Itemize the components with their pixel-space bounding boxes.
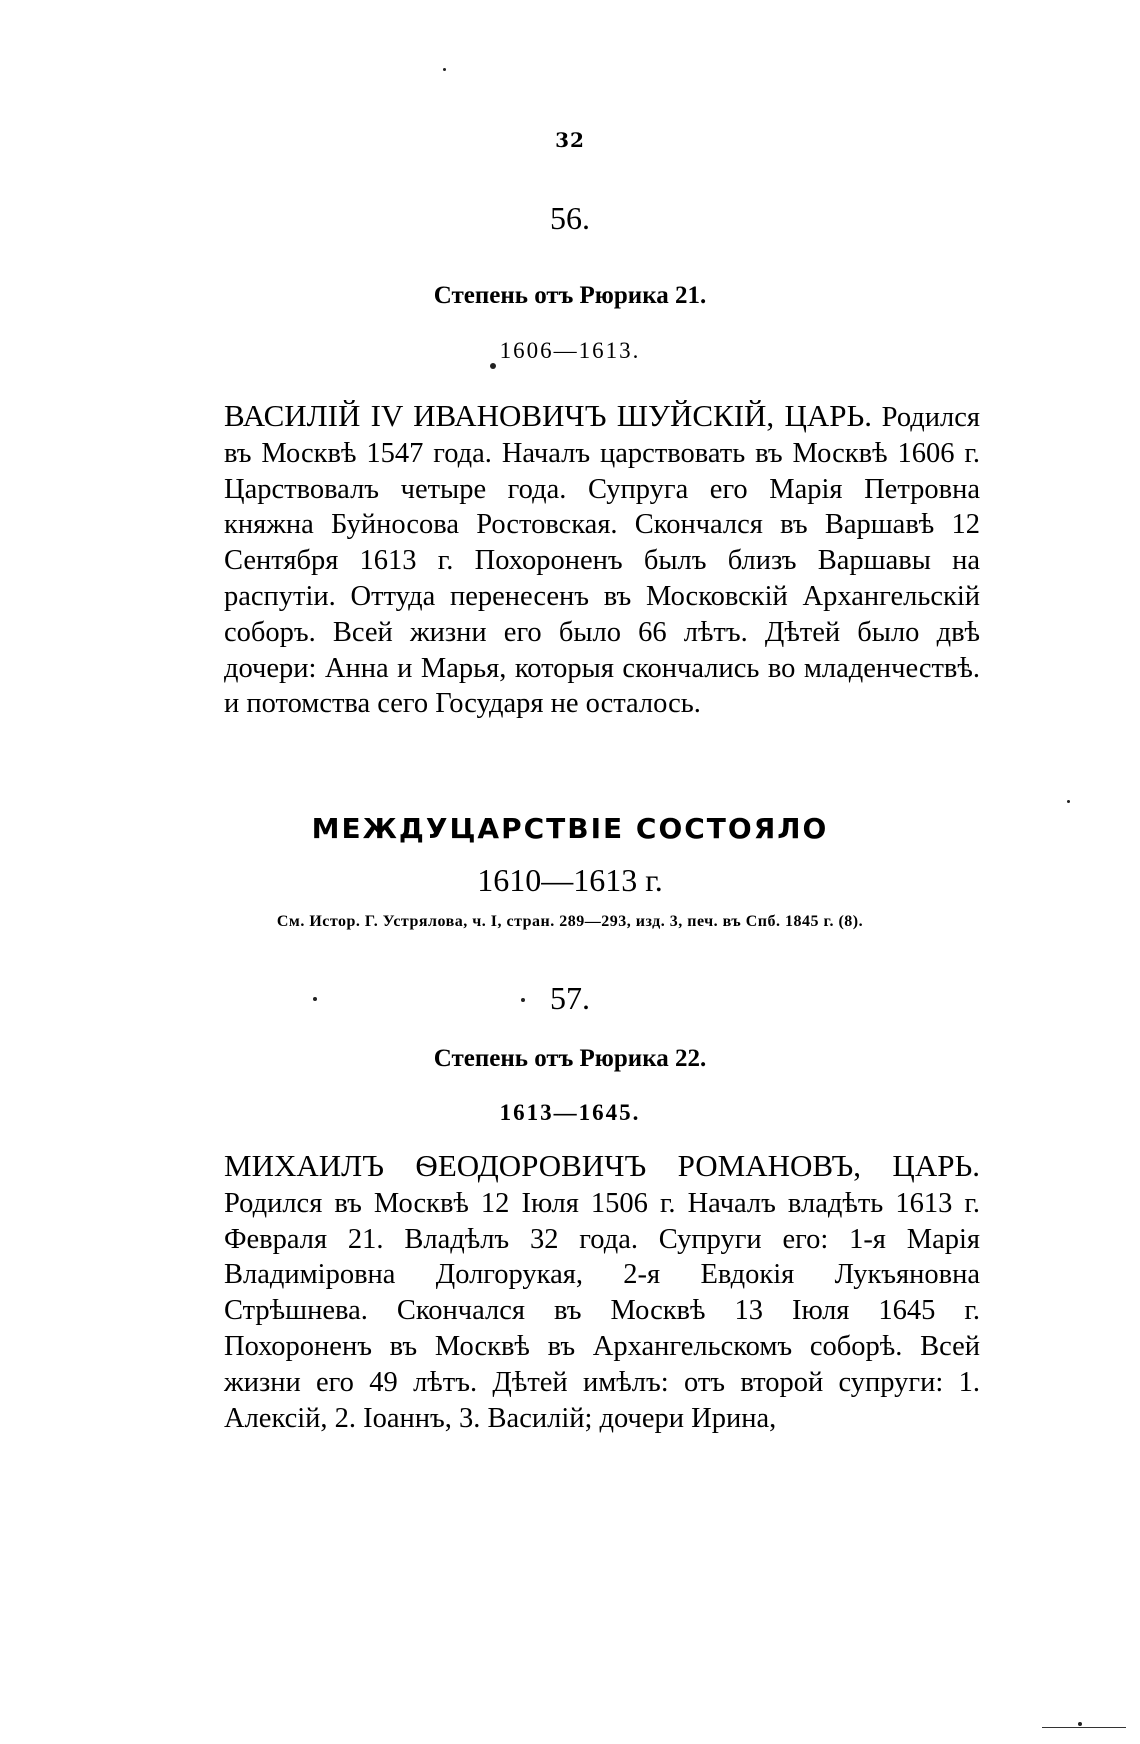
scan-speck <box>313 997 317 1001</box>
interregnum-years: 1610—1613 г. <box>477 862 663 898</box>
scan-speck <box>1078 1722 1082 1726</box>
biography-text: Родился въ Москвѣ 1547 года. Началъ царствовать въ Москвѣ 1606 г. Царствовалъ четыре года. Супруга его Марія Петровна княжна Буйносова Ростовская. Скончался въ Варшавѣ 12 Сентября 1613 г. Похороненъ былъ близъ Варшавы на распутіи. Оттуда перенесенъ въ Московскій Архангельскій соборъ. Всей жизни его было 66 лѣтъ. Дѣтей было двѣ дочери: Анна и Марья, которыя скончались во младенчествѣ. и потомства сего Государя не осталось. <box>224 402 980 720</box>
biography-paragraph <box>224 1148 980 1436</box>
ruler-name: МИХАИЛЪ ѲЕОДОРОВИЧЪ РОМАНОВЪ, ЦАРЬ. <box>224 1148 980 1183</box>
scan-speck <box>1067 800 1070 803</box>
biography-text: Родился въ Москвѣ 12 Іюля 1506 г. Началъ владѣть 1613 г. Февраля 21. Владѣлъ 32 года. Супруги его: 1-я Марія Владиміровна Долгорукая, 2-я Евдокія Лукъяновна Стрѣшнева. Скончался въ Москвѣ 13 Іюля 1645 г. Похороненъ въ Москвѣ въ Архангельскомъ соборѣ. Всей жизни его 49 лѣтъ. Дѣтей имѣлъ: отъ второй супруги: 1. Алексій, 2. Іоаннъ, 3. Василій; дочери Ирина, <box>224 1187 980 1434</box>
scan-speck <box>521 998 525 1002</box>
ruler-name: ВАСИЛІЙ IV ИВАНОВИЧЪ ШУЙСКІЙ, ЦАРЬ. <box>224 398 873 433</box>
page-number: 32 <box>555 128 585 152</box>
reign-years: 1606—1613. <box>499 338 641 363</box>
biography-paragraph <box>224 398 980 722</box>
scan-rule-mark <box>1042 1727 1126 1728</box>
entry-number: 57. <box>550 980 590 1016</box>
reign-years: 1613—1645. <box>499 1100 641 1125</box>
scan-speck <box>443 68 446 71</box>
degree-from-rurik: Степень отъ Рюрика 21. <box>433 282 707 309</box>
entry-number: 56. <box>550 200 590 236</box>
scan-speck <box>490 363 496 369</box>
degree-from-rurik: Степень отъ Рюрика 22. <box>433 1045 707 1072</box>
reference-note: См. Истор. Г. Устрялова, ч. I, стран. 289—293, изд. 3, печ. въ Спб. 1845 г. (8). <box>276 913 864 930</box>
interregnum-title: МЕЖДУЦАРСТВІЕ СОСТОЯЛО <box>311 812 829 845</box>
